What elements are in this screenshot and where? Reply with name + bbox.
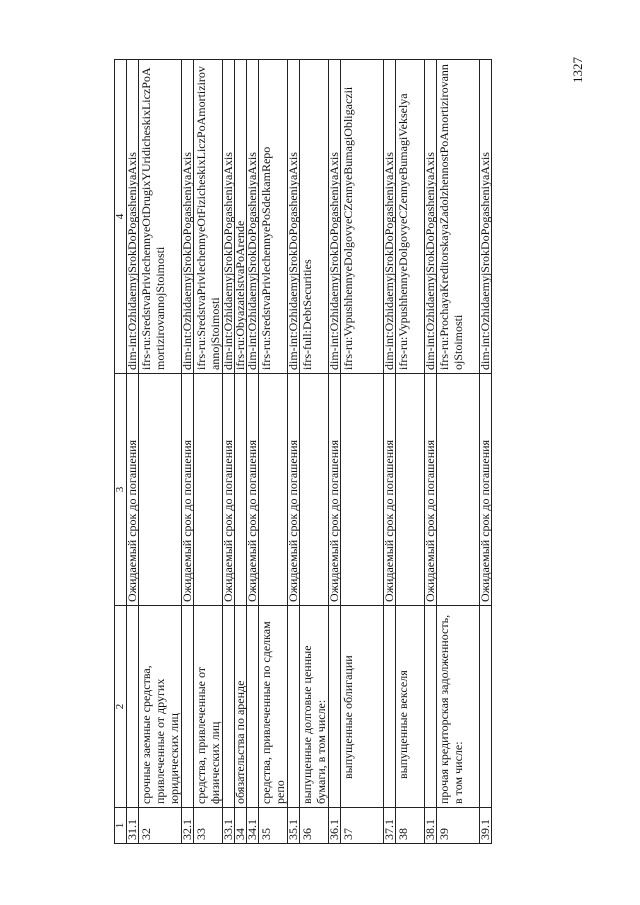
indicator-name-cell: средства, привлеченные по сделкам репо xyxy=(259,606,288,808)
indicator-name-cell xyxy=(384,606,396,808)
row-number-cell: 33 xyxy=(194,808,223,844)
dimension-type-cell: Ожидаемый срок до погашения xyxy=(425,374,437,606)
table-row xyxy=(480,60,492,844)
taxonomy-code-cell: ifrs-ru:ObyazatelstvaPoArende xyxy=(235,60,247,374)
rotated-page xyxy=(114,60,552,844)
dimension-type-cell xyxy=(194,374,223,606)
dimension-type-cell xyxy=(300,374,329,606)
dimension-type-cell xyxy=(396,374,425,606)
column-header: 2 xyxy=(115,606,127,808)
taxonomy-code-cell: dim-int:OzhidaemyjSrokDoPogasheniyaAxis xyxy=(425,60,437,374)
table-row xyxy=(329,60,341,844)
dimension-type-cell: Ожидаемый срок до погашения xyxy=(182,374,194,606)
taxonomy-code-cell: ifrs-full:DebtSecurities xyxy=(300,60,329,374)
page-number: 1327 xyxy=(570,57,585,83)
table-row xyxy=(182,60,194,844)
dimension-type-cell: Ожидаемый срок до погашения xyxy=(247,374,259,606)
indicator-name-cell: выпущенные долговые ценные бумаги, в том числе: xyxy=(300,606,329,808)
row-number-cell: 34.1 xyxy=(247,808,259,844)
data-table xyxy=(114,59,492,844)
indicator-name-cell xyxy=(329,606,341,808)
dimension-type-cell: Ожидаемый срок до погашения xyxy=(480,374,492,606)
taxonomy-code-cell: dim-int:OzhidaemyjSrokDoPogasheniyaAxis xyxy=(480,60,492,374)
table-row xyxy=(139,60,182,844)
row-number-cell: 37.1 xyxy=(384,808,396,844)
indicator-name-cell: прочая кредиторская задолженность, в том числе: xyxy=(437,606,480,808)
table-row xyxy=(127,60,139,844)
taxonomy-code-cell: ifrs-ru:VypushhennyeDolgovyeCZennyeBumagiObligaczii xyxy=(341,60,384,374)
dimension-type-cell: Ожидаемый срок до погашения xyxy=(127,374,139,606)
taxonomy-code-cell: ifrs-ru:SredstvaPrivlechennyeOtDrugixYUridicheskixLiczPoAmortizirovannojStoimosti xyxy=(139,60,182,374)
table-row xyxy=(300,60,329,844)
indicator-name-cell xyxy=(182,606,194,808)
dimension-type-cell xyxy=(341,374,384,606)
taxonomy-code-cell: dim-int:OzhidaemyjSrokDoPogasheniyaAxis xyxy=(384,60,396,374)
taxonomy-code-cell: dim-int:OzhidaemyjSrokDoPogasheniyaAxis xyxy=(223,60,235,374)
indicator-name-cell xyxy=(425,606,437,808)
row-number-cell: 36 xyxy=(300,808,329,844)
table-row xyxy=(396,60,425,844)
row-number-cell: 32.1 xyxy=(182,808,194,844)
taxonomy-code-cell: dim-int:OzhidaemyjSrokDoPogasheniyaAxis xyxy=(329,60,341,374)
indicator-name-cell: выпущенные векселя xyxy=(396,606,425,808)
column-header: 4 xyxy=(115,60,127,374)
row-number-cell: 39.1 xyxy=(480,808,492,844)
dimension-type-cell xyxy=(259,374,288,606)
indicator-name-cell: средства, привлеченные от физических лиц xyxy=(194,606,223,808)
table-row xyxy=(194,60,223,844)
indicator-name-cell xyxy=(288,606,300,808)
indicator-name-cell xyxy=(127,606,139,808)
dimension-type-cell xyxy=(139,374,182,606)
table-row xyxy=(247,60,259,844)
indicator-name-cell xyxy=(480,606,492,808)
column-header: 3 xyxy=(115,374,127,606)
row-number-cell: 32 xyxy=(139,808,182,844)
table-row xyxy=(425,60,437,844)
row-number-cell: 31.1 xyxy=(127,808,139,844)
row-number-cell: 38 xyxy=(396,808,425,844)
table-row xyxy=(341,60,384,844)
taxonomy-code-cell: dim-int:OzhidaemyjSrokDoPogasheniyaAxis xyxy=(288,60,300,374)
taxonomy-code-cell: dim-int:OzhidaemyjSrokDoPogasheniyaAxis xyxy=(127,60,139,374)
row-number-cell: 34 xyxy=(235,808,247,844)
taxonomy-code-cell: ifrs-ru:VypushhennyeDolgovyeCZennyeBumagiVekselya xyxy=(396,60,425,374)
row-number-cell: 38.1 xyxy=(425,808,437,844)
taxonomy-code-cell: ifrs-ru:ProchayaKreditorskayaZadolzhennostPoAmortizirovannojStoimosti xyxy=(437,60,480,374)
dimension-type-cell: Ожидаемый срок до погашения xyxy=(329,374,341,606)
taxonomy-code-cell: ifrs-ru:SredstvaPrivlechennyeOtFizicheskixLiczPoAmortizirovannojStoimosti xyxy=(194,60,223,374)
dimension-type-cell: Ожидаемый срок до погашения xyxy=(384,374,396,606)
table-row xyxy=(437,60,480,844)
row-number-cell: 36.1 xyxy=(329,808,341,844)
row-number-cell: 35 xyxy=(259,808,288,844)
dimension-type-cell xyxy=(437,374,480,606)
indicator-name-cell: выпущенные облигации xyxy=(341,606,384,808)
row-number-cell: 39 xyxy=(437,808,480,844)
indicator-name-cell: срочные заемные средства, привлеченные от других юридических лиц xyxy=(139,606,182,808)
table-row xyxy=(259,60,288,844)
row-number-cell: 33.1 xyxy=(223,808,235,844)
taxonomy-code-cell: dim-int:OzhidaemyjSrokDoPogasheniyaAxis xyxy=(247,60,259,374)
row-number-cell: 37 xyxy=(341,808,384,844)
column-header: 1 xyxy=(115,808,127,844)
indicator-name-cell: обязательства по аренде xyxy=(235,606,247,808)
taxonomy-code-cell: dim-int:OzhidaemyjSrokDoPogasheniyaAxis xyxy=(182,60,194,374)
dimension-type-cell: Ожидаемый срок до погашения xyxy=(223,374,235,606)
indicator-name-cell xyxy=(247,606,259,808)
row-number-cell: 35.1 xyxy=(288,808,300,844)
table-row xyxy=(384,60,396,844)
taxonomy-code-cell: ifrs-ru:SredstvaPrivlechennyePoSdelkamRepo xyxy=(259,60,288,374)
dimension-type-cell: Ожидаемый срок до погашения xyxy=(288,374,300,606)
table-row xyxy=(288,60,300,844)
